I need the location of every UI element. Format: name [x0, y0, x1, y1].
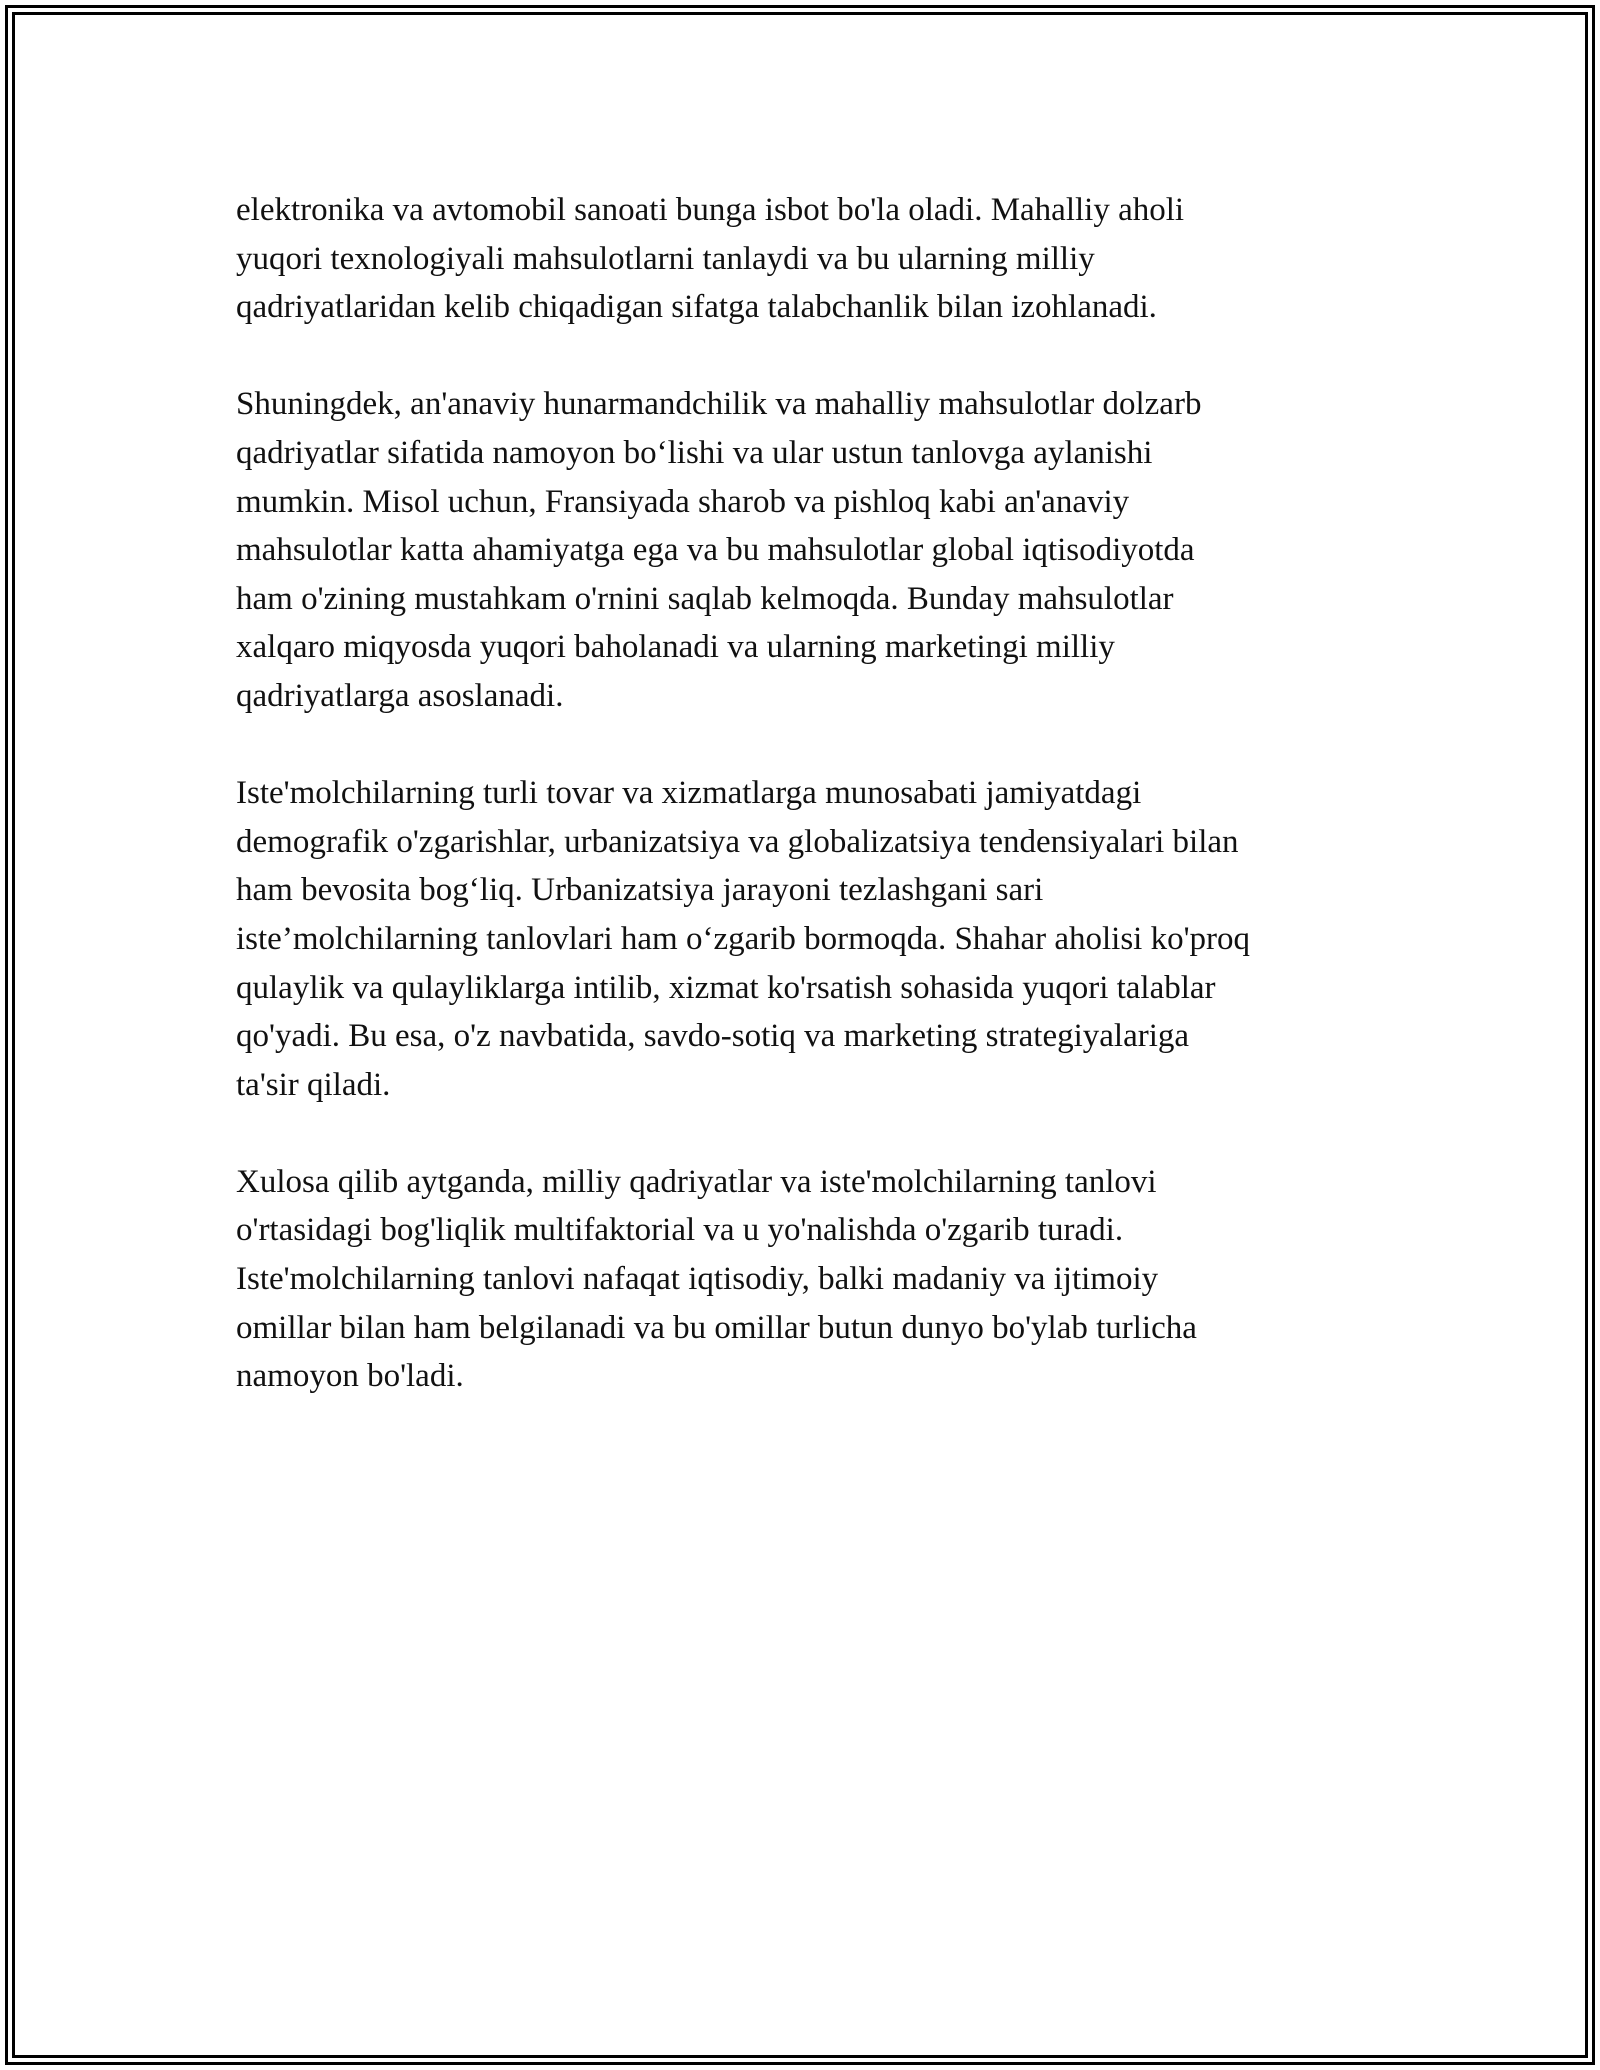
text-line: Iste'molchilarning tanlovi nafaqat iqtisodiy, balki madaniy va ijtimoiy: [236, 1261, 1159, 1298]
text-line: qadriyatlaridan kelib chiqadigan sifatga talabchanlik bilan izohlanadi.: [236, 289, 1157, 326]
text-line: Xulosa qilib aytganda, milliy qadriyatlar va iste'molchilarning tanlovi: [236, 1163, 1157, 1200]
document-body: [236, 186, 1376, 1449]
text-line: xalqaro miqyosda yuqori baholanadi va ularning marketingi milliy: [236, 629, 1115, 666]
text-line: qulaylik va qulayliklarga intilib, xizmat ko'rsatish sohasida yuqori talablar: [236, 969, 1216, 1006]
text-line: Shuningdek, an'anaviy hunarmandchilik va mahalliy mahsulotlar dolzarb: [236, 386, 1202, 423]
paragraph-2: [236, 380, 1376, 720]
text-line: yuqori texnologiyali mahsulotlarni tanlaydi va bu ularning milliy: [236, 240, 1095, 277]
text-line: qadriyatlar sifatida namoyon bo‘lishi va ular ustun tanlovga aylanishi: [236, 434, 1153, 471]
text-line: o'rtasidagi bog'liqlik multifaktorial va u yo'nalishda o'zgarib turadi.: [236, 1212, 1124, 1249]
text-line: namoyon bo'ladi.: [236, 1358, 464, 1395]
paragraph-3: [236, 769, 1376, 1109]
text-line: Iste'molchilarning turli tovar va xizmatlarga munosabati jamiyatdagi: [236, 775, 1142, 812]
text-line: ham bevosita bog‘liq. Urbanizatsiya jarayoni tezlashgani sari: [236, 872, 1044, 909]
text-line: ta'sir qiladi.: [236, 1066, 391, 1103]
text-line: ham o'zining mustahkam o'rnini saqlab kelmoqda. Bunday mahsulotlar: [236, 580, 1174, 617]
text-line: mumkin. Misol uchun, Fransiyada sharob va pishloq kabi an'anaviy: [236, 483, 1130, 520]
paragraph-1: [236, 186, 1376, 332]
paragraph-4: [236, 1158, 1376, 1401]
text-line: mahsulotlar katta ahamiyatga ega va bu mahsulotlar global iqtisodiyotda: [236, 532, 1195, 569]
text-line: qo'yadi. Bu esa, o'z navbatida, savdo-sotiq va marketing strategiyalariga: [236, 1018, 1190, 1055]
text-line: omillar bilan ham belgilanadi va bu omillar butun dunyo bo'ylab turlicha: [236, 1309, 1197, 1346]
text-line: qadriyatlarga asoslanadi.: [236, 677, 564, 714]
text-line: demografik o'zgarishlar, urbanizatsiya va globalizatsiya tendensiyalari bilan: [236, 823, 1239, 860]
text-line: elektronika va avtomobil sanoati bunga isbot bo'la oladi. Mahalliy aholi: [236, 192, 1185, 228]
text-line: iste’molchilarning tanlovlari ham o‘zgarib bormoqda. Shahar aholisi ko'proq: [236, 920, 1251, 957]
